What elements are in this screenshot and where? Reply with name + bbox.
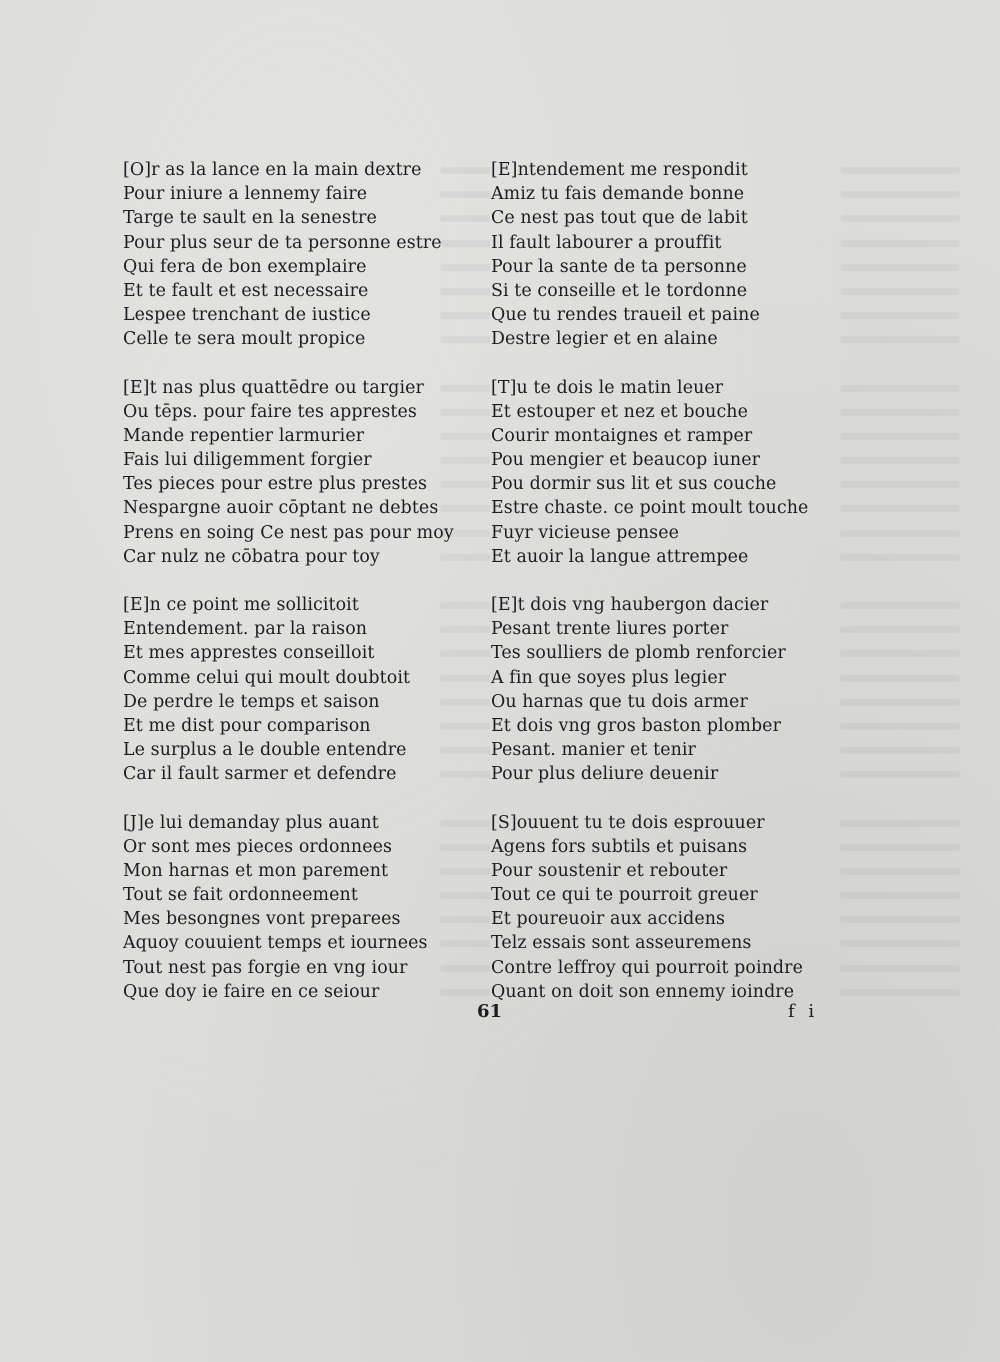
verse-line: Contre leffroy qui pourroit poindre xyxy=(491,957,803,978)
verse-line: Estre chaste. ce point moult touche xyxy=(491,498,809,519)
verse-line: Car nulz ne cōbatra pour toy xyxy=(123,546,380,567)
verse-line: [E]t nas plus quattēdre ou targier xyxy=(123,377,424,398)
verse-line: Ce nest pas tout que de labit xyxy=(491,208,748,229)
verse-line: [J]e lui demanday plus auant xyxy=(123,812,379,833)
signature-mark: f i xyxy=(788,1001,819,1022)
verse-line: Et estouper et nez et bouche xyxy=(491,401,748,422)
verse-line: Tes pieces pour estre plus prestes xyxy=(123,474,428,495)
verse-line: Et mes apprestes conseilloit xyxy=(123,643,375,664)
verse-line: Nespargne auoir cōptant ne debtes xyxy=(123,498,439,519)
stanza xyxy=(123,593,483,787)
verse-line: Et auoir la langue attrempee xyxy=(491,546,749,567)
verse-line: Entendement. par la raison xyxy=(123,619,368,640)
verse-line: Pour plus deliure deuenir xyxy=(491,764,719,785)
verse-line: Car il fault sarmer et defendre xyxy=(123,764,397,785)
verse-line: Pesant trente liures porter xyxy=(491,619,729,640)
verse-line: Et me dist pour comparison xyxy=(123,715,371,736)
verse-line: [E]t dois vng haubergon dacier xyxy=(491,595,769,615)
verse-line: Tout ce qui te pourroit greuer xyxy=(491,885,758,906)
verse-line: Lespee trenchant de iustice xyxy=(123,305,371,326)
verse-line: Ou harnas que tu dois armer xyxy=(491,691,748,712)
verse-line: Mon harnas et mon parement xyxy=(123,860,389,881)
verse-line: Ou tēps. pour faire tes apprestes xyxy=(123,401,417,422)
verse-line: Tes soulliers de plomb renforcier xyxy=(491,643,786,664)
verse-line: Il fault labourer a prouffit xyxy=(491,232,722,253)
show-through-text xyxy=(840,158,1000,998)
verse-line: Or sont mes pieces ordonnees xyxy=(123,836,393,857)
left-verse-column xyxy=(123,158,483,1028)
verse-line: [S]ouuent tu te dois esprouuer xyxy=(491,812,765,833)
verse-line: Qui fera de bon exemplaire xyxy=(123,256,367,277)
verse-line: Que doy ie faire en ce seiour xyxy=(123,981,380,1002)
verse-line: Pesant. manier et tenir xyxy=(491,740,696,761)
verse-line: A fin que soyes plus legier xyxy=(491,667,727,688)
verse-line: Mande repentier larmurier xyxy=(123,425,365,446)
verse-line: Tout nest pas forgie en vng iour xyxy=(123,957,408,978)
verse-line: Pour soustenir et rebouter xyxy=(491,860,728,881)
verse-line: [T]u te dois le matin leuer xyxy=(491,377,724,398)
verse-line: Et dois vng gros baston plomber xyxy=(491,715,781,736)
right-verse-column xyxy=(491,158,851,1028)
verse-line: Targe te sault en la senestre xyxy=(123,208,377,229)
verse-line: Aquoy couuient temps et iournees xyxy=(123,933,428,954)
stanza xyxy=(123,158,483,352)
verse-line: Mes besongnes vont preparees xyxy=(123,909,401,930)
verse-line: Amiz tu fais demande bonne xyxy=(491,184,745,205)
verse-line: Comme celui qui moult doubtoit xyxy=(123,667,411,688)
verse-line: Fais lui diligemment forgier xyxy=(123,450,372,471)
stanza xyxy=(123,376,483,570)
verse-line: Que tu rendes traueil et paine xyxy=(491,305,760,326)
verse-line: Courir montaignes et ramper xyxy=(491,425,753,446)
stanza xyxy=(491,376,851,570)
verse-line: Agens fors subtils et puisans xyxy=(491,836,748,857)
verse-line: Si te conseille et le tordonne xyxy=(491,280,748,301)
verse-line: Quant on doit son ennemy ioindre xyxy=(491,981,795,1002)
verse-line: [E]n ce point me sollicitoit xyxy=(123,595,359,615)
verse-line: Et te fault et est necessaire xyxy=(123,280,369,301)
verse-line: Celle te sera moult propice xyxy=(123,329,366,350)
verse-line: De perdre le temps et saison xyxy=(123,691,380,712)
verse-line: Pour iniure a lennemy faire xyxy=(123,184,368,205)
verse-line: [O]r as la lance en la main dextre xyxy=(123,160,422,180)
verse-line: Et poureuoir aux accidens xyxy=(491,909,726,930)
verse-line: Telz essais sont asseuremens xyxy=(491,933,752,954)
verse-line: Prens en soing Ce nest pas pour moy xyxy=(123,522,454,543)
verse-line: Destre legier et en alaine xyxy=(491,329,718,350)
verse-line: Pour la sante de ta personne xyxy=(491,256,747,277)
verse-line: Pou mengier et beaucop iuner xyxy=(491,450,761,471)
stanza xyxy=(491,811,851,1005)
stanza xyxy=(491,593,851,787)
verse-line: [E]ntendement me respondit xyxy=(491,160,748,180)
verse-line: Le surplus a le double entendre xyxy=(123,740,407,761)
verse-line: Pou dormir sus lit et sus couche xyxy=(491,474,777,495)
stanza xyxy=(123,811,483,1005)
verse-line: Pour plus seur de ta personne estre xyxy=(123,232,442,253)
verse-line: Tout se fait ordonneement xyxy=(123,885,358,906)
stanza xyxy=(491,158,851,352)
verse-line: Fuyr vicieuse pensee xyxy=(491,522,679,543)
page-number: 61 xyxy=(477,1001,503,1022)
